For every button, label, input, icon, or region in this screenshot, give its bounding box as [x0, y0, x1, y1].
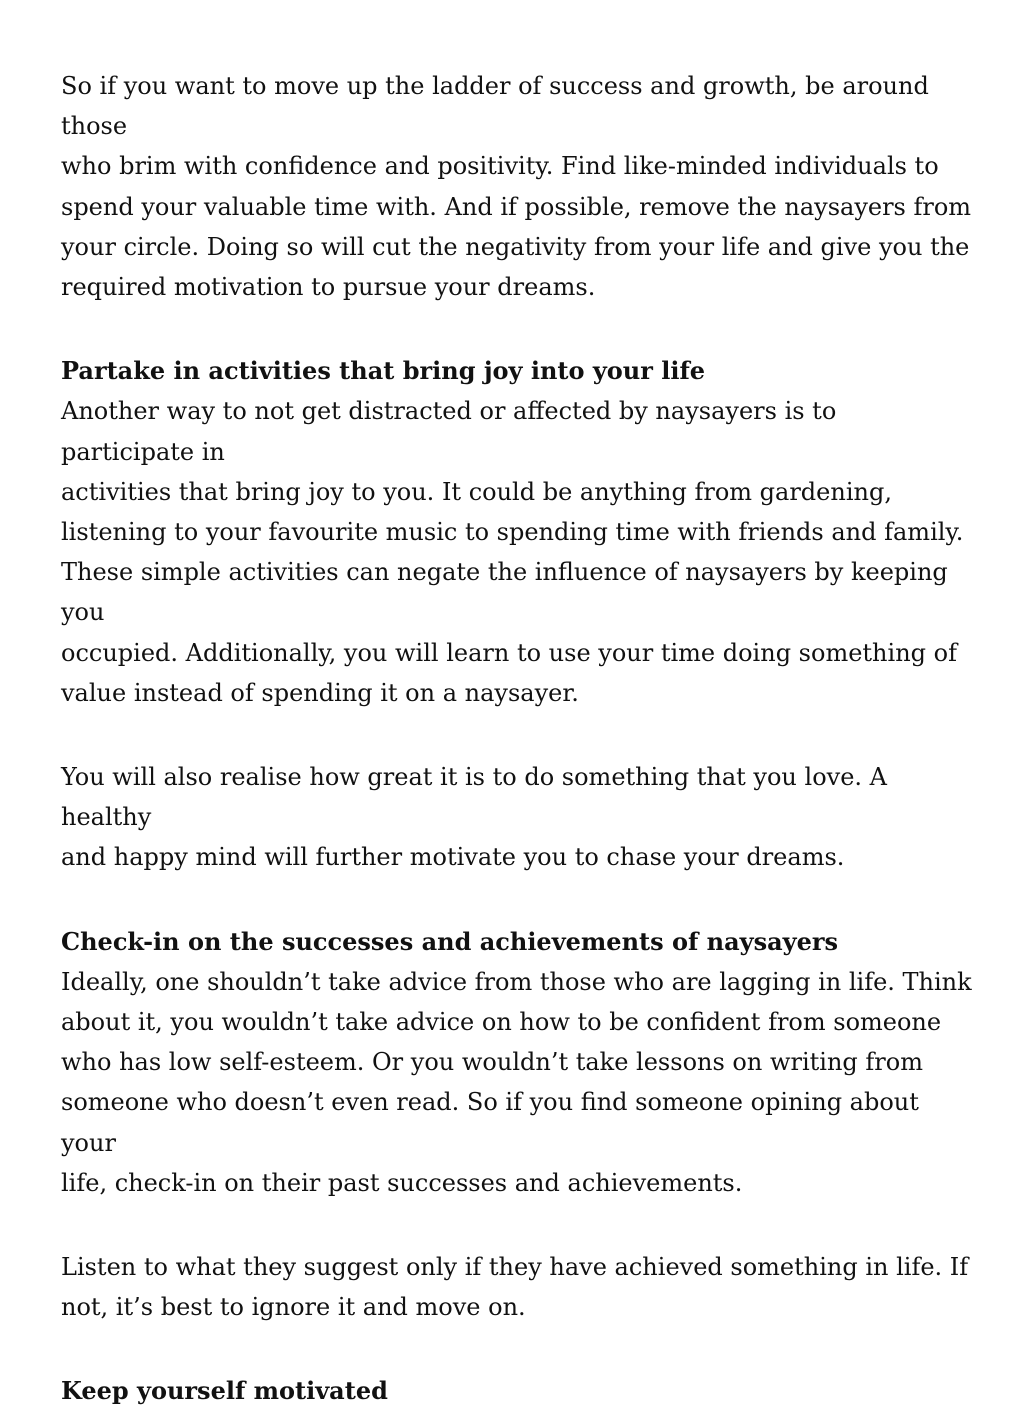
section-joy-activities [61, 351, 973, 877]
body-paragraph: Ideally, one shouldn’t take advice from those who are lagging in life. Think about it, you wouldn’t take advice on how to be confident from someone who has low self-esteem. Or you wouldn’t take lessons on writing from someone who doesn’t even read. So if you find someone opining about your life, check-in on their past successes and achievements. [61, 967, 972, 1197]
body-paragraph: Another way to not get distracted or affected by naysayers is to participate in activities that bring joy to you. It could be anything from gardening, listening to your favourite music to spending time with friends and family. These simple activities can negate the influence of naysayers by keeping you occupied. Additionally, you will learn to use your time doing something of value instead of spending it on a naysayer. [61, 397, 964, 707]
section-heading: Check-in on the successes and achievements of naysayers [61, 926, 839, 956]
document-page [61, 66, 973, 1412]
section-keep-motivated [61, 1371, 973, 1411]
section-check-in [61, 922, 973, 1328]
body-paragraph: Listen to what they suggest only if they have achieved something in life. If not, it’s best to ignore it and move on. [61, 1253, 969, 1322]
body-paragraph: You will also realise how great it is to do something that you love. A healthy and happy mind will further motivate you to chase your dreams. [61, 763, 887, 872]
section-heading: Partake in activities that bring joy into your life [61, 356, 706, 386]
section-heading: Keep yourself motivated [61, 1376, 388, 1406]
intro-paragraph: So if you want to move up the ladder of success and growth, be around those who brim with confidence and positivity. Find like-minded individuals to spend your valuable time with. And if possible, remove the naysayers from your circle. Doing so will cut the negativity from your life and give you the required motivation to pursue your dreams. [61, 72, 972, 302]
